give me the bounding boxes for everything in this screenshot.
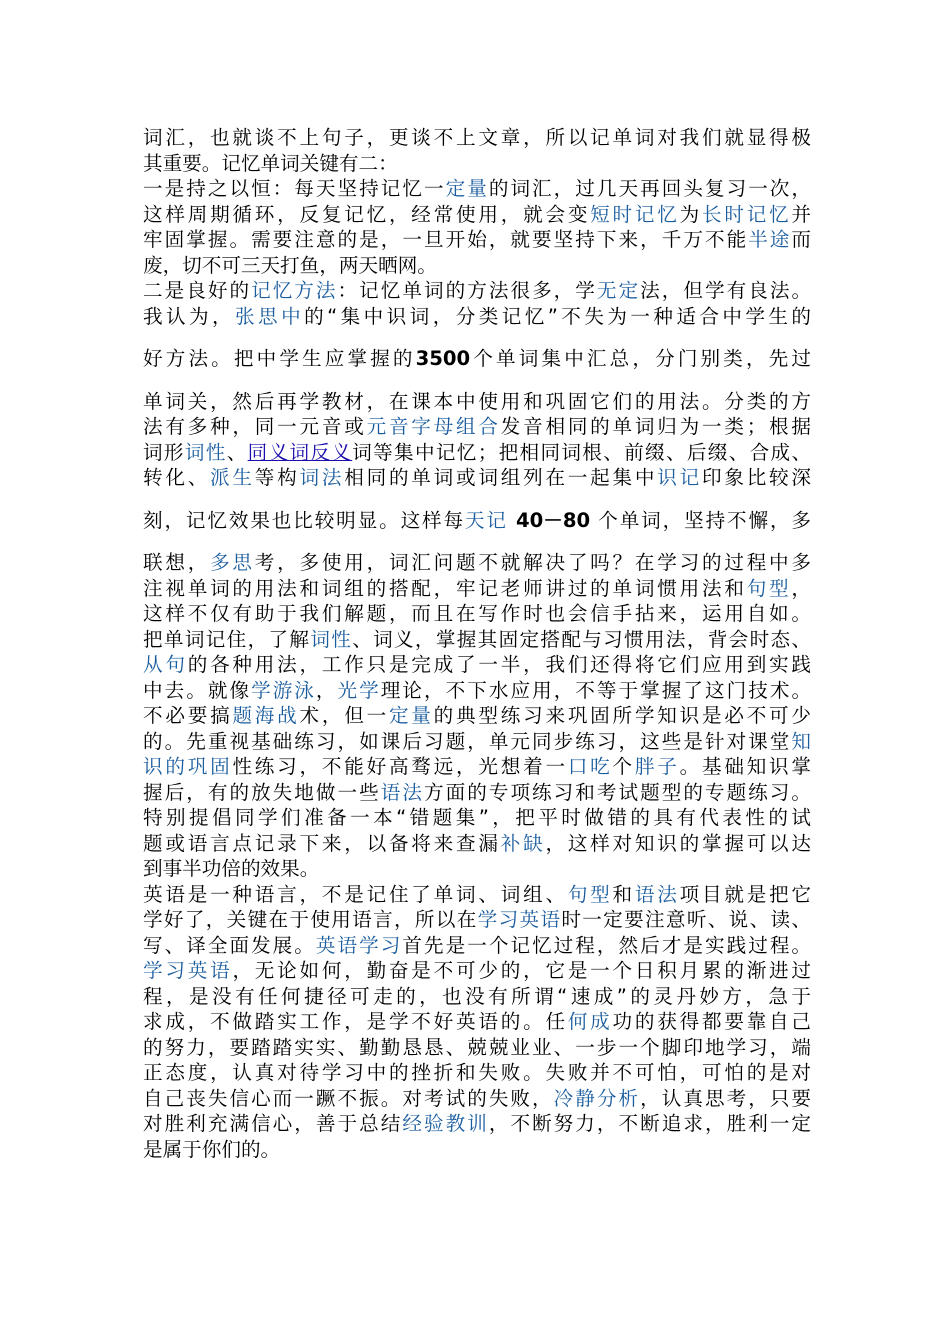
text-run: ，这样对知识的掌握可以达 (545, 831, 812, 855)
keyword-link[interactable]: 口吃 (567, 755, 613, 778)
keyword-link[interactable]: 张思中 (235, 304, 305, 328)
text-line (143, 227, 811, 253)
text-run: 个单词，坚持不懈，多 (590, 508, 812, 532)
keyword-link[interactable]: 定量 (445, 177, 489, 200)
text-run: 对胜利充满信心，善于总结 (143, 1112, 403, 1135)
text-run: 的词汇，过几天再回头复习一次， (488, 177, 812, 200)
keyword-link[interactable]: 胖子 (634, 755, 680, 778)
text-line (143, 508, 811, 534)
text-line (143, 907, 811, 933)
text-run: 、词义，掌握其固定搭配与习惯用法，背会时态、 (352, 627, 812, 651)
keyword-link[interactable]: 无定 (596, 279, 641, 302)
keyword-link[interactable]: 语法 (634, 882, 680, 906)
text-run: ，无论如何，勤奋是不可少的，它是一个日积月累的渐进过 (232, 959, 812, 982)
text-run: 英语是一种语言，不是记住了单词、词组、 (143, 882, 568, 906)
text-line (143, 831, 811, 857)
text-run: 个 (612, 755, 635, 778)
text-line (143, 550, 811, 576)
text-line (143, 984, 811, 1010)
text-run: 学好了，关键在于使用语言，所以在 (143, 908, 478, 931)
keyword-link[interactable]: 识记 (657, 466, 702, 489)
text-run: 特别提倡同学们准备一本“错题集”，把平时做错的具有代表性的试 (143, 806, 811, 829)
text-run: ，不断努力，不断追求，胜利一定 (488, 1112, 812, 1135)
text-run: 正态度，认真对待学习中的挫折和失败。失败并不可怕，可怕的是对 (143, 1061, 811, 1084)
keyword-link[interactable]: 长时记忆 (701, 202, 792, 226)
text-run: 其重要。记忆单词关键有二： (143, 151, 398, 175)
text-run: 的“集中识词，分类记忆”不失为一种适合中学生的 (304, 304, 811, 328)
text-line (143, 440, 811, 466)
keyword-link[interactable]: 短时记忆 (590, 202, 680, 226)
text-line (143, 627, 811, 653)
document-body (143, 125, 811, 1162)
text-line (143, 125, 811, 151)
keyword-link[interactable]: 学游泳 (251, 678, 316, 702)
text-line (143, 652, 811, 678)
text-run: 词汇，也就谈不上句子，更谈不上文章，所以记单词对我们就显得极 (143, 126, 811, 149)
keyword-link[interactable]: 词性 (310, 627, 353, 651)
text-line (143, 278, 811, 304)
text-run: 牢固掌握。需要注意的是，一旦开始，就要坚持下来，千万不能 (143, 228, 749, 251)
text-run: 和 (612, 882, 635, 906)
text-run: 印象比较深 (701, 466, 812, 489)
keyword-link[interactable]: 光学 (337, 678, 381, 702)
text-line (143, 346, 811, 372)
text-line (143, 414, 811, 440)
keyword-link[interactable]: 识的巩固 (143, 755, 233, 778)
text-run: 这样周期循环，反复记忆，经常使用，就会变 (143, 202, 591, 226)
text-run: 理论，不下水应用，不等于掌握了这门技术。 (380, 678, 812, 702)
text-run: 自己丧失信心而一蹶不振。对考试的失败， (143, 1086, 554, 1110)
text-line (143, 304, 811, 330)
text-run: 方面的专项练习和考试题型的专题练习。 (423, 780, 812, 804)
text-run: 、 (226, 440, 248, 464)
text-run: 转化、 (143, 466, 211, 489)
keyword-link[interactable]: 半途 (748, 228, 792, 251)
keyword-link[interactable]: 句型 (567, 882, 613, 906)
keyword-link[interactable]: 定量 (388, 704, 434, 727)
text-run: 把单词记住，了解 (143, 627, 311, 651)
text-run: 求成，不做踏实工作，是学不好英语的。任 (143, 1010, 568, 1033)
text-line (143, 202, 811, 228)
keyword-link[interactable]: 从句 (143, 653, 188, 676)
text-run: ， (315, 678, 338, 702)
text-line (143, 805, 811, 831)
text-run: 一是持之以恒：每天坚持记忆一 (143, 177, 446, 200)
keyword-link[interactable]: 英语学习 (315, 933, 403, 957)
text-line (143, 576, 811, 602)
keyword-link[interactable]: 补缺 (500, 831, 546, 855)
text-run: 的。先重视基础练习，如课后习题，单元同步练习，这些是针对课堂 (143, 729, 792, 753)
text-run: 程，是没有任何捷径可走的，也没有所谓“速成”的灵丹妙方，急于 (143, 984, 811, 1008)
keyword-link[interactable]: 同义词反义 (247, 440, 353, 464)
text-run: 中去。就像 (143, 678, 252, 702)
keyword-link[interactable]: 天记 (464, 508, 508, 532)
text-run: 项目就是把它 (679, 882, 812, 906)
text-run: ， (791, 576, 811, 600)
text-line (143, 933, 811, 959)
keyword-link[interactable]: 学习英语 (143, 959, 233, 982)
keyword-link[interactable]: 元音字母组合 (366, 415, 501, 438)
text-line (143, 678, 811, 704)
number-text: 40－80 (516, 508, 591, 532)
text-line (143, 253, 811, 279)
text-run: 为 (679, 202, 702, 226)
keyword-link[interactable]: 词性 (184, 440, 227, 464)
number-text: 3500 (415, 347, 471, 370)
keyword-link[interactable]: 知 (791, 729, 811, 753)
text-run: ：记忆单词的方法很多，学 (337, 279, 597, 302)
text-run: 词等集中记忆；把相同词根、前缀、后缀、合成、 (352, 440, 812, 464)
keyword-link[interactable]: 语法 (380, 780, 424, 804)
text-line (143, 780, 811, 806)
text-run: 法，但学有良法。 (640, 279, 812, 302)
text-run: 注视单词的用法和词组的搭配，牢记老师讲过的单词惯用法和 (143, 576, 747, 600)
text-run: 等构 (254, 466, 300, 489)
text-run: 并 (791, 202, 812, 226)
text-line (143, 703, 811, 729)
text-line (143, 1111, 811, 1137)
text-run: 废，切不可三天打鱼，两天晒网。 (143, 253, 437, 277)
text-line (143, 465, 811, 491)
text-line (143, 958, 811, 984)
text-run: 联想， (143, 551, 211, 574)
text-run: 二是良好的 (143, 279, 252, 302)
text-run: 功的获得都要靠自己 (612, 1010, 812, 1033)
text-run: 首先是一个记忆过程，然后才是实践过程。 (402, 933, 812, 957)
text-run: 写、译全面发展。 (143, 933, 316, 957)
text-run: ，认真思考，只要 (640, 1086, 812, 1110)
text-line (143, 389, 811, 415)
keyword-link[interactable]: 多思 (210, 551, 255, 574)
text-line (143, 151, 811, 177)
text-run: 而 (791, 228, 812, 251)
keyword-link[interactable]: 题海战 (232, 704, 300, 727)
text-run: 单词关，然后再学教材，在课本中使用和巩固它们的用法。分类的方 (143, 389, 811, 413)
text-run: 这样不仅有助于我们解题，而且在写作时也会信手拈来，运用自如。 (143, 602, 811, 625)
keyword-link[interactable]: 词法 (299, 466, 345, 489)
text-run: 的各种用法，工作只是完成了一半，我们还得将它们应用到实践 (187, 653, 812, 676)
text-line (143, 729, 811, 755)
text-run: 个单词集中汇总，分门别类，先过 (470, 347, 812, 370)
text-line (143, 882, 811, 908)
text-run: 到事半功倍的效果。 (143, 857, 320, 880)
keyword-link[interactable]: 何成 (567, 1010, 613, 1033)
text-run: 考，多使用，词汇问题不就解决了吗？在学习的过程中多 (254, 551, 812, 574)
text-run: 术，但一 (299, 704, 389, 727)
text-run: 词形 (143, 440, 185, 464)
keyword-link[interactable]: 派生 (210, 466, 255, 489)
text-run: 的努力，要踏踏实实、勤勤恳恳、兢兢业业、一步一个脚印地学习，端 (143, 1035, 811, 1059)
text-run: 题或语言点记录下来，以备将来查漏 (143, 831, 501, 855)
text-line (143, 1035, 811, 1061)
text-line (143, 1137, 811, 1163)
text-run: 时一定要注意听、说、读、 (561, 908, 812, 931)
text-line (143, 754, 811, 780)
text-run: 法有多种，同一元音或 (143, 415, 367, 438)
text-run: 发音相同的单词归为一类；根据 (500, 415, 812, 438)
text-run: 好方法。把中学生应掌握的 (143, 347, 416, 370)
text-line (143, 1086, 811, 1112)
text-run: 性练习，不能好高骛远，光想着一 (232, 755, 568, 778)
text-run: 刻，记忆效果也比较明显。这样每 (143, 508, 465, 532)
text-line (143, 176, 811, 202)
text-run: 。基础知识掌 (679, 755, 812, 778)
keyword-link[interactable]: 学习英语 (477, 908, 562, 931)
text-run: 相同的单词或词组列在一起集中 (344, 466, 658, 489)
text-line (143, 856, 811, 882)
keyword-link[interactable]: 冷静分析 (553, 1086, 641, 1110)
text-run: 握后，有的放失地做一些 (143, 780, 381, 804)
text-run: 我认为， (143, 304, 236, 328)
text-line (143, 1009, 811, 1035)
keyword-link[interactable]: 经验教训 (402, 1112, 489, 1135)
keyword-link[interactable]: 记忆方法 (251, 279, 338, 302)
text-line (143, 1060, 811, 1086)
text-line (143, 601, 811, 627)
text-run: 不必要搞 (143, 704, 233, 727)
keyword-link[interactable]: 句型 (746, 576, 792, 600)
text-run (508, 509, 516, 532)
text-run: 是属于你们的。 (143, 1137, 281, 1161)
text-run: 的典型练习来巩固所学知识是必不可少 (433, 704, 812, 727)
